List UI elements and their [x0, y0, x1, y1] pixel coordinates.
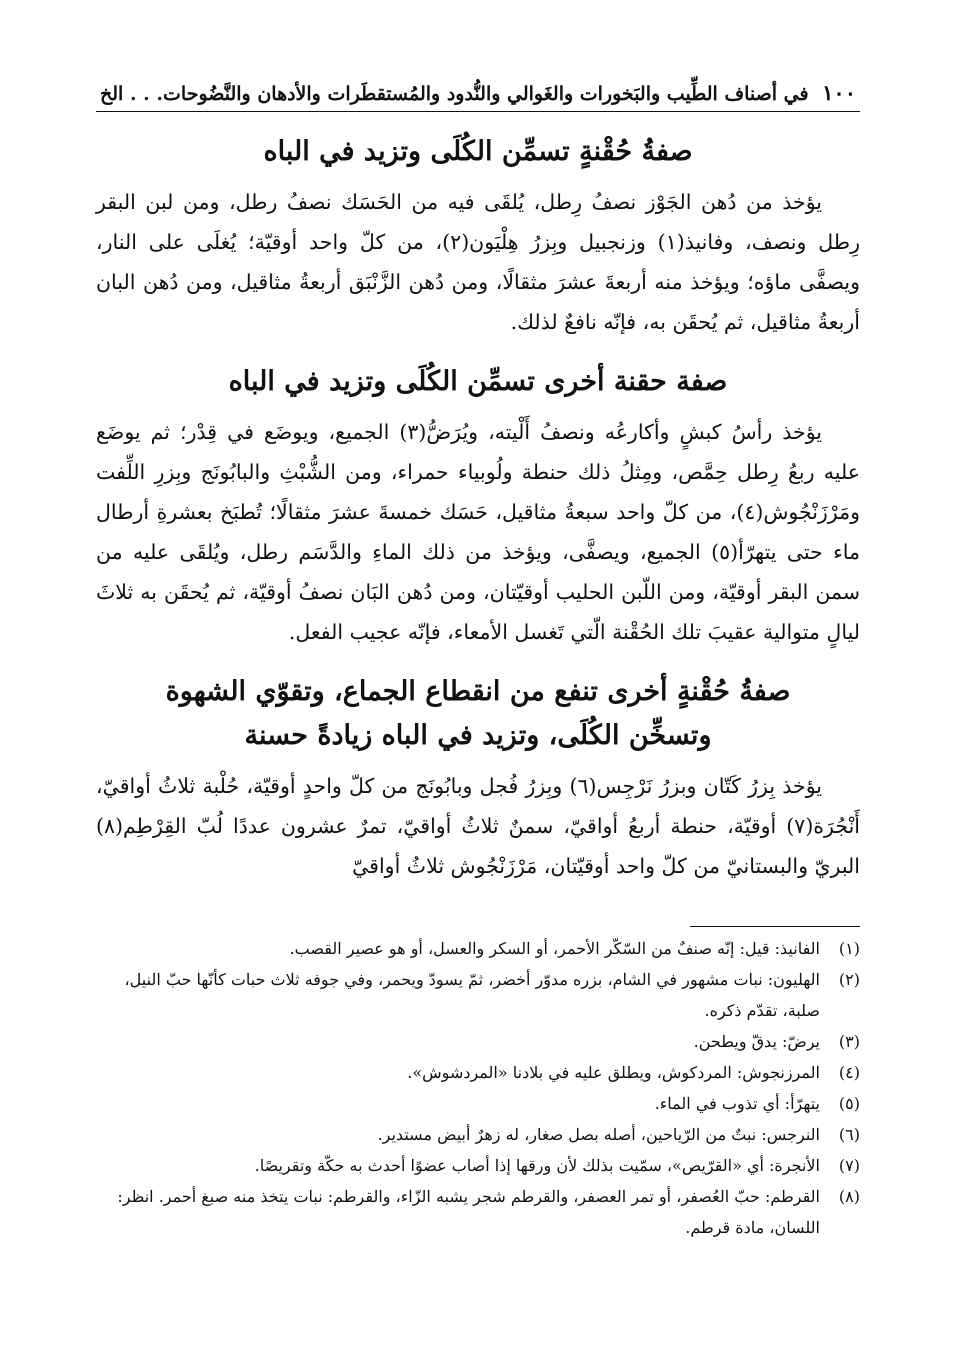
running-header [96, 80, 860, 112]
section-heading-3-line-1: صفةُ حُقْنةٍ أخرى تنفع من انقطاع الجماع، وتقوّي الشهوة [165, 676, 791, 707]
footnote-number: (٢) [838, 970, 860, 989]
book-page [96, 80, 860, 1243]
page-number: ١٠٠ [822, 80, 856, 105]
footnote-number: (٣) [838, 1032, 860, 1051]
section-body-1: يؤخذ من دُهن الجَوْز نصفُ رِطل، يُلقَى فيه من الحَسَك نصفُ رطل، ومن لبن البقر رِطل ونصف، وفانيذ(١) وزنجبيل وبِزرُ هِلْيَون(٢)، من كلّ واحد أوقيّة؛ يُغلَى على النار، ويصفَّى ماؤه؛ ويؤخذ منه أربعةَ عشرَ مثقالًا، ومن دُهن الزَّنْبَق أربعةُ مثاقيل، ومن دُهن البان أربعةُ مثاقيل، ثم يُحقَن به، فإنّه نافعٌ لذلك. [96, 190, 860, 334]
footnote-text: الفانيذ: قيل: إنّه صنفٌ من السّكّر الأحمر، أو السكر والعسل، أو هو عصير القصب. [289, 939, 820, 958]
footnote-number: (٨) [838, 1187, 860, 1206]
footnote-text: القرطم: حبّ العُصفر، أو تمر العصفر، والقرطم شجر يشبه الزّاء، والقرطم: نبات يتخذ منه صبغ أحمر. انظر: اللسان، مادة قرطم. [117, 1187, 820, 1237]
footnote-item [96, 1026, 860, 1057]
section-heading-3 [96, 670, 860, 758]
footnote-item [96, 1150, 860, 1181]
footnote-item [96, 933, 860, 964]
running-title: في أصناف الطِّيب والبَخورات والغَوالي والنُّدود والمُستقطَرات والأدهان والنَّضُوحات. . . الخ [100, 83, 809, 105]
section-body-3: يؤخذ بِزرُ كَتّان وبزرُ نَرْجِس(٦) وبِزرُ فُجل وبابُونَج من كلّ واحدٍ أوقيّة، حُلْبة ثلاثُ أواقيّ، أَنْجُرَة(٧) أوقيّة، حنطة أربعُ أواقيّ، سمنٌ ثلاثُ أواقيّ، تمرٌ عشرون عددًا لُبّ القِرْطِم(٨) البريّ والبستانيّ من كلّ واحد أوقيّتان، مَرْزَنْجُوش ثلاثُ أواقيّ [96, 774, 860, 878]
section-body-2: يؤخذ رأسُ كبشٍ وأكارعُه ونصفُ أَلْيته، ويُرَضُّ(٣) الجميع، ويوضَع في قِدْر؛ ثم يوضَع عليه ربعُ رِطل حِمَّص، ومِثلُ ذلك حنطة ولُوبياء حمراء، ومن الشُّبْثِ والبابُونَج وبِزرِ اللِّفت ومَرْزَنْجُوش(٤)، من كلّ واحد سبعةُ مثاقيل، حَسَك خمسةَ عشرَ مثقالًا؛ تُطبَخ بعشرةِ أرطال ماء حتى يتهرّأ(٥) الجميع، ويصفَّى، ويؤخذ من ذلك الماءِ والدَّسَم رطل، ويُلقَى عليه من سمن البقر أوقيّة، ومن اللّبن الحليب أوقيّتان، ومن دُهن البَان نصفُ أوقيّة، ثم يُحقَن به ثلاثَ ليالٍ متوالية عقيبَ تلك الحُقْنة الّتي تَغسل الأمعاء، فإنّه عجيب الفعل. [96, 420, 860, 644]
footnote-item [96, 1057, 860, 1088]
footnote-text: يرضّ: يدقّ ويطحن. [693, 1032, 820, 1051]
footnotes-list [96, 933, 860, 1243]
footnote-text: الهليون: نبات مشهور في الشام، بزره مدوّر أخضر، ثمّ يسودّ ويحمر، وفي جوفه ثلاث حبات كأنّها حبّ النيل، صلبة، تقدّم ذكره. [124, 970, 820, 1020]
footnote-item [96, 1119, 860, 1150]
footnote-text: النرجس: نبتٌ من الرّياحين، أصله بصل صغار، له زهرٌ أبيض مستدير. [377, 1125, 820, 1144]
footnote-number: (٥) [838, 1094, 860, 1113]
section-heading-3-line-2: وتسخِّن الكُلَى، وتزيد في الباه زيادةً حسنة [244, 720, 712, 751]
footnote-text: الأنجرة: أي «القرّيص»، سمّيت بذلك لأن ورقها إذا أصاب عضوًا أحدث به حكّة وتقريصًا. [254, 1156, 820, 1175]
footnote-number: (٧) [838, 1156, 860, 1175]
footnote-item [96, 964, 860, 1026]
footnote-text: المرزنجوش: المردكوش، ويطلق عليه في بلادنا «المردشوش». [407, 1063, 820, 1082]
section-heading-2: صفة حقنة أخرى تسمِّن الكُلَى وتزيد في الباه [228, 366, 728, 397]
footnote-number: (١) [838, 939, 860, 958]
footnote-item [96, 1181, 860, 1243]
footnote-number: (٦) [838, 1125, 860, 1144]
footnote-item [96, 1088, 860, 1119]
footnote-separator [690, 926, 860, 927]
section-heading-1: صفةُ حُقْنةٍ تسمِّن الكُلَى وتزيد في الباه [263, 136, 693, 167]
footnote-number: (٤) [838, 1063, 860, 1082]
footnote-text: يتهرّأ: أي تذوب في الماء. [654, 1094, 820, 1113]
